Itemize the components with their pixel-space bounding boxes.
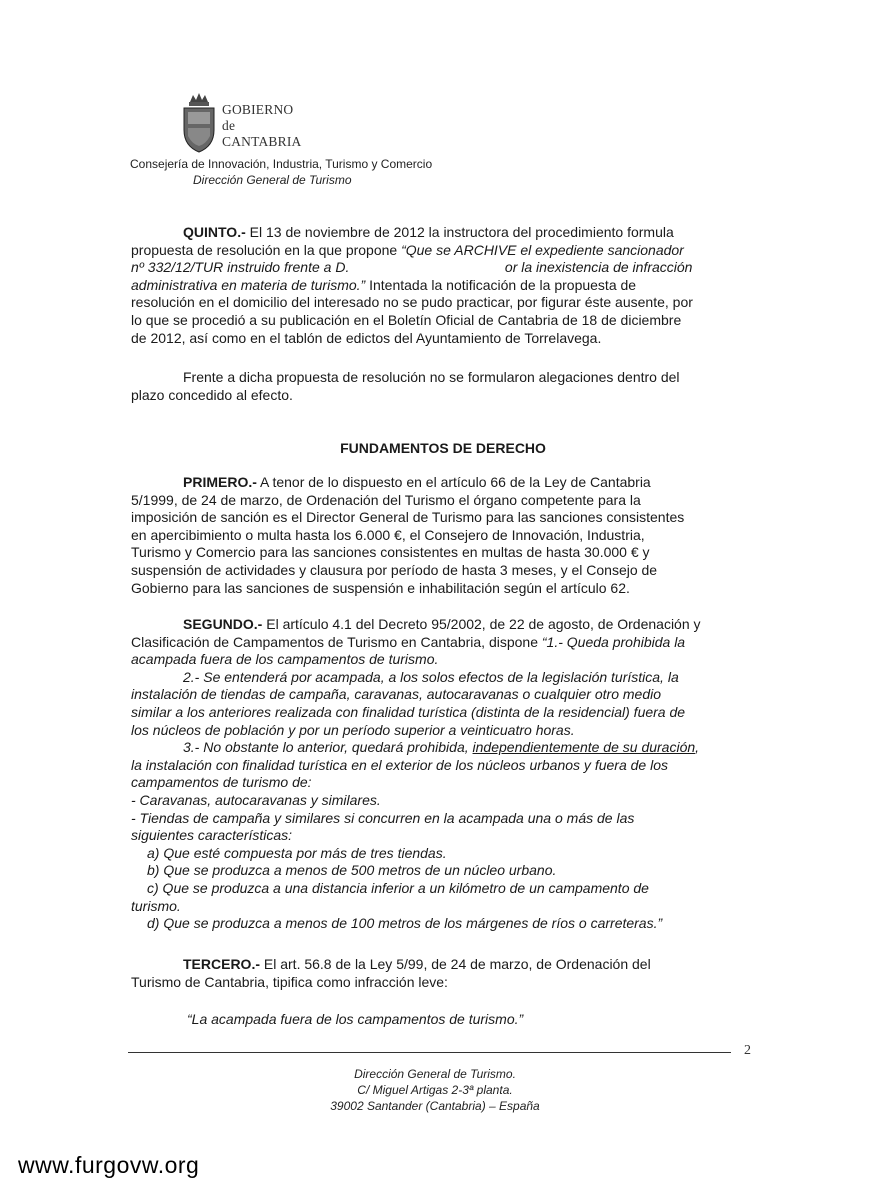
text-line: “1.- Queda prohibida la	[541, 633, 686, 650]
text-line: de 2012, así como en el tablón de edictos del Ayuntamiento de Torrelavega.	[131, 329, 602, 346]
text-line: 5/1999, de 24 de marzo, de Ordenación del Turismo el órgano competente para la	[131, 491, 641, 508]
text-line: administrativa en materia de turismo.”	[131, 276, 366, 293]
quinto-label: QUINTO.-	[183, 224, 246, 240]
consejeria-name: Consejería de Innovación, Industria, Turismo y Comercio	[130, 157, 433, 171]
text-line: A tenor de lo dispuesto en el artículo 66 de la Ley de Cantabria	[256, 474, 651, 490]
department-block	[130, 156, 432, 188]
underlined-text: independientemente de su duración	[472, 739, 696, 756]
text-line: en apercibimiento o multa hasta los 6.000 €, el Consejero de Innovación, Industria,	[131, 526, 645, 543]
gov-line-3: CANTABRIA	[222, 134, 302, 149]
page-number: 2	[744, 1043, 751, 1058]
text-line: lo que se procedió a su publicación en el Boletín Oficial de Cantabria de 18 de diciembre	[131, 311, 682, 328]
text-line: El art. 56.8 de la Ley 5/99, de 24 de marzo, de Ordenación del	[260, 956, 651, 972]
gov-line-1: GOBIERNO	[222, 102, 294, 117]
footer-line: Dirección General de Turismo.	[354, 1067, 516, 1081]
tercero-quote: “La acampada fuera de los campamentos de turismo.”	[187, 1011, 524, 1027]
cantabria-coat-of-arms-icon	[180, 92, 218, 154]
text-line: similar a los anteriores realizada con finalidad turística (distinta de la residencial) fuera de	[131, 703, 686, 720]
gov-line-2: de	[222, 118, 236, 133]
text-line: acampada fuera de los campamentos de turismo.	[131, 651, 439, 668]
fundamentos-heading: FUNDAMENTOS DE DERECHO	[340, 440, 546, 456]
text-line: plazo concedido al efecto.	[131, 386, 293, 403]
primero-label: PRIMERO.-	[183, 474, 257, 490]
text-line: “Que se ARCHIVE el expediente sancionador	[401, 241, 684, 258]
text-line: 2.- Se entenderá por acampada, a los solos efectos de la legislación turística, la	[183, 668, 679, 685]
text-line: ,	[695, 739, 700, 756]
text-line: 3.- No obstante lo anterior, quedará prohibida,	[183, 739, 473, 756]
text-line: los núcleos de población y por un período superior a veinticuatro horas.	[131, 721, 575, 738]
text-line: Intentada la notificación de la propuesta de	[365, 276, 637, 293]
list-item: d) Que se produzca a menos de 100 metros de los márgenes de ríos o carreteras.”	[147, 915, 663, 932]
text-line: - Caravanas, autocaravanas y similares.	[131, 791, 381, 808]
text-line: Frente a dicha propuesta de resolución no se formularon alegaciones dentro del	[183, 369, 680, 385]
text-line: imposición de sanción es el Director General de Turismo para las sanciones consistentes	[131, 509, 685, 526]
quinto-paragraph	[131, 224, 755, 347]
text-line: Turismo de Cantabria, tipifica como infracción leve:	[131, 973, 448, 990]
segundo-label: SEGUNDO.-	[183, 616, 263, 632]
frente-paragraph	[131, 369, 755, 404]
text-line: Turismo y Comercio para las sanciones consistentes en multas de hasta 30.000 € y	[131, 544, 650, 561]
tercero-paragraph	[131, 956, 755, 991]
tercero-label: TERCERO.-	[183, 956, 260, 972]
text-line: El 13 de noviembre de 2012 la instructora del procedimiento formula	[245, 224, 674, 240]
list-item: a) Que esté compuesta por más de tres tiendas.	[147, 844, 447, 861]
footer-address	[300, 1066, 570, 1114]
primero-paragraph	[131, 474, 755, 597]
segundo-paragraph	[131, 616, 755, 933]
text-line: Clasificación de Campamentos de Turismo en Cantabria, dispone	[131, 633, 542, 650]
text-line: - Tiendas de campaña y similares si concurren en la acampada una o más de las	[131, 809, 635, 826]
text-line: Gobierno para las sanciones de suspensión e inhabilitación según el artículo 62.	[131, 579, 630, 596]
text-line: turismo.	[131, 897, 181, 914]
government-title	[222, 102, 301, 150]
text-line: campamentos de turismo de:	[131, 774, 312, 791]
text-line: El artículo 4.1 del Decreto 95/2002, de 22 de agosto, de Ordenación y	[262, 616, 701, 632]
text-line: siguientes características:	[131, 827, 293, 844]
text-line: resolución en el domicilio del interesado no se pudo practicar, por figurar éste ausente, por	[131, 294, 693, 311]
footer-line: 39002 Santander (Cantabria) – España	[330, 1099, 540, 1113]
watermark: www.furgovw.org	[18, 1152, 200, 1178]
text-line: propuesta de resolución en la que propone	[131, 241, 402, 258]
text-line: nº 332/12/TUR instruido frente a D. or la inexistencia de infracción	[131, 259, 693, 276]
text-line: instalación de tiendas de campaña, caravanas, autocaravanas o cualquier otro medio	[131, 686, 661, 703]
list-item: b) Que se produzca a menos de 500 metros de un núcleo urbano.	[147, 862, 557, 879]
text-line: la instalación con finalidad turística en el exterior de los núcleos urbanos y fuera de los	[131, 756, 668, 773]
list-item: c) Que se produzca a una distancia inferior a un kilómetro de un campamento de	[147, 879, 649, 896]
footer-line: C/ Miguel Artigas 2-3ª planta.	[357, 1083, 513, 1097]
text-line: suspensión de actividades y clausura por período de hasta 3 meses, y el Consejo de	[131, 561, 658, 578]
direccion-name: Dirección General de Turismo	[193, 173, 352, 187]
footer-divider	[128, 1052, 731, 1053]
